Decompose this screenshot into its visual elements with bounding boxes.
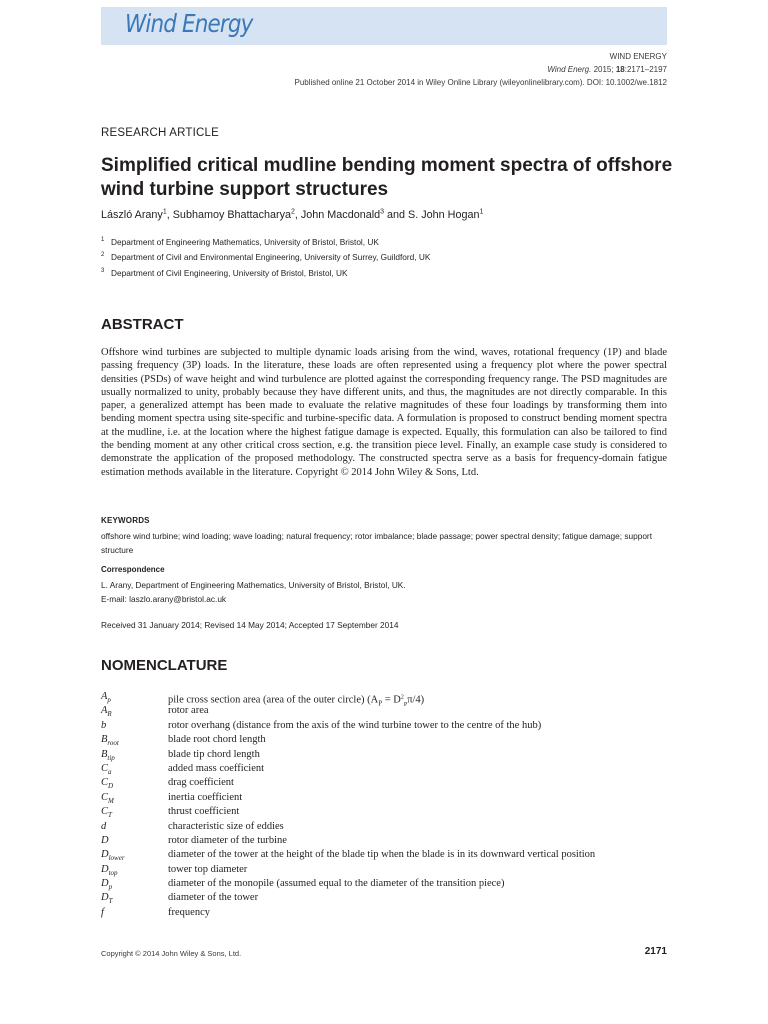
page-number: 2171: [644, 946, 667, 957]
nomenclature-symbol: $B_{tip}$: [101, 748, 115, 762]
journal-banner: [101, 7, 667, 45]
nomenclature-definition: rotor diameter of the turbine: [168, 834, 287, 846]
nomenclature-symbol: $D_p$: [101, 878, 113, 892]
keywords-heading: KEYWORDS: [101, 516, 150, 525]
nomenclature-symbol: $D_T$: [101, 892, 113, 906]
nomenclature-symbol: $C_M$: [101, 791, 114, 805]
affiliation-list: [101, 234, 430, 280]
published-line: Published online 21 October 2014 in Wiley Online Library (wileyonlinelibrary.com). DOI: 10.1002/we.1812: [294, 78, 667, 87]
journal-logo: Wind Energy: [125, 9, 253, 38]
publication-meta: [295, 50, 668, 89]
nomenclature-symbol: $D_{lower}$: [101, 849, 125, 863]
nomenclature-symbol: $A_R$: [101, 705, 112, 719]
nomenclature-symbol: $C_D$: [101, 777, 114, 791]
nomenclature-symbol: $A_p$: [101, 691, 111, 705]
received-dates: Received 31 January 2014; Revised 14 May 2014; Accepted 17 September 2014: [101, 620, 399, 630]
nomenclature-symbol: D: [101, 834, 109, 846]
nomenclature-symbol: $C_T$: [101, 806, 112, 820]
nomenclature-symbol: $D_{top}$: [101, 863, 118, 877]
correspondence-text: [101, 579, 406, 606]
nomenclature-definition: pile cross section area (area of the outer circle) $(A_P = D^2_P\pi/4)$: [168, 694, 425, 708]
correspondence-heading: Correspondence: [101, 565, 165, 574]
nomenclature-definition: rotor area: [168, 705, 209, 717]
citation: Wind Energ. 2015; 18:2171–2197: [547, 65, 667, 74]
nomenclature-symbol: d: [101, 820, 107, 832]
nomenclature-definition: tower top diameter: [168, 863, 248, 875]
abstract-heading: ABSTRACT: [101, 316, 184, 333]
abstract-text: Offshore wind turbines are subjected to multiple dynamic loads arising from the wind, waves, rotational frequency (1P) and blade passing frequency (3P) loads. In the literature, these loads are often represented using a frequency plot where the power spectral densities (PSDs) of wave height and wind turbulence are plotted against the corresponding frequency range. The PSD magnitudes are usually normalized to unity, probably because they have different units, and thus, the magnitudes are not directly comparable. In this paper, a generalized attempt has been made to evaluate the relative magnitudes of these four loadings by transforming them into bending moment spectra using site-specific and turbine-specific data. A formulation is proposed to construct bending moment spectra at the mudline, i.e. at the location where the highest fatigue damage is expected. Equally, this formulation can also be tailored to find the bending moment at any other critical cross section, e.g. the transition piece level. Finally, an example case study is considered to demonstrate the application of the proposed methodology. The constructed spectra serve as a basis for frequency-domain fatigue estimation methods available in the literature. Copyright © 2014 John Wiley & Sons, Ltd.: [101, 347, 667, 478]
journal-name: WIND ENERGY: [609, 52, 667, 61]
affiliation: $^1$ Department of Engineering Mathematics, University of Bristol, Bristol, UK: [101, 236, 379, 247]
nomenclature-definition: added mass coefficient: [168, 762, 265, 774]
nomenclature-symbol: $C_a$: [101, 762, 112, 777]
nomenclature-heading: NOMENCLATURE: [101, 657, 228, 674]
nomenclature-definition: thrust coefficient: [168, 806, 240, 818]
author: John Macdonald$^3$ and: [300, 208, 409, 221]
nomenclature-definition: characteristic size of eddies: [168, 820, 284, 832]
nomenclature-definition: diameter of the tower at the height of the blade tip when the blade is in its downward vertical position: [168, 849, 596, 861]
nomenclature-definition: blade tip chord length: [168, 748, 260, 760]
nomenclature-symbol: f: [101, 906, 104, 918]
keywords-text: offshore wind turbine; wind loading; wave loading; natural frequency; rotor imbalance; blade passage; power spectral density; fatigue damage; support structure: [101, 531, 653, 555]
nomenclature-definition: rotor overhang (distance from the axis of the wind turbine tower to the centre of the hub): [168, 719, 542, 731]
article-type: RESEARCH ARTICLE: [101, 127, 220, 139]
nomenclature-definition: diameter of the tower: [168, 892, 259, 904]
nomenclature-symbol: b: [101, 719, 107, 731]
nomenclature-definition: blade root chord length: [168, 734, 266, 746]
correspondence-address: L. Arany, Department of Engineering Mathematics, University of Bristol, Bristol, UK.: [101, 580, 406, 590]
author-list: [101, 208, 483, 221]
affiliation: $^3$ Department of Civil Engineering, University of Bristol, Bristol, UK: [101, 267, 348, 278]
nomenclature-definition: inertia coefficient: [168, 791, 243, 803]
nomenclature-definition: drag coefficient: [168, 777, 234, 789]
author: Subhamoy Bhattacharya$^2$,: [172, 208, 301, 221]
affiliation: $^2$ Department of Civil and Environmental Engineering, University of Surrey, Guildford, UK: [101, 252, 431, 263]
article-title: Simplified critical mudline bending moment spectra of offshore wind turbine support structures: [101, 155, 673, 200]
author: S. John Hogan$^1$: [408, 208, 484, 221]
nomenclature-definition: diameter of the monopile (assumed equal to the diameter of the transition piece): [168, 878, 505, 890]
nomenclature-definition: frequency: [168, 906, 210, 918]
nomenclature-symbol: $B_{root}$: [101, 734, 119, 748]
correspondence-email: E-mail: laszlo.arany@bristol.ac.uk: [101, 593, 227, 604]
author: László Arany$^1$,: [101, 208, 173, 221]
footer-copyright: Copyright © 2014 John Wiley & Sons, Ltd.: [101, 949, 242, 958]
